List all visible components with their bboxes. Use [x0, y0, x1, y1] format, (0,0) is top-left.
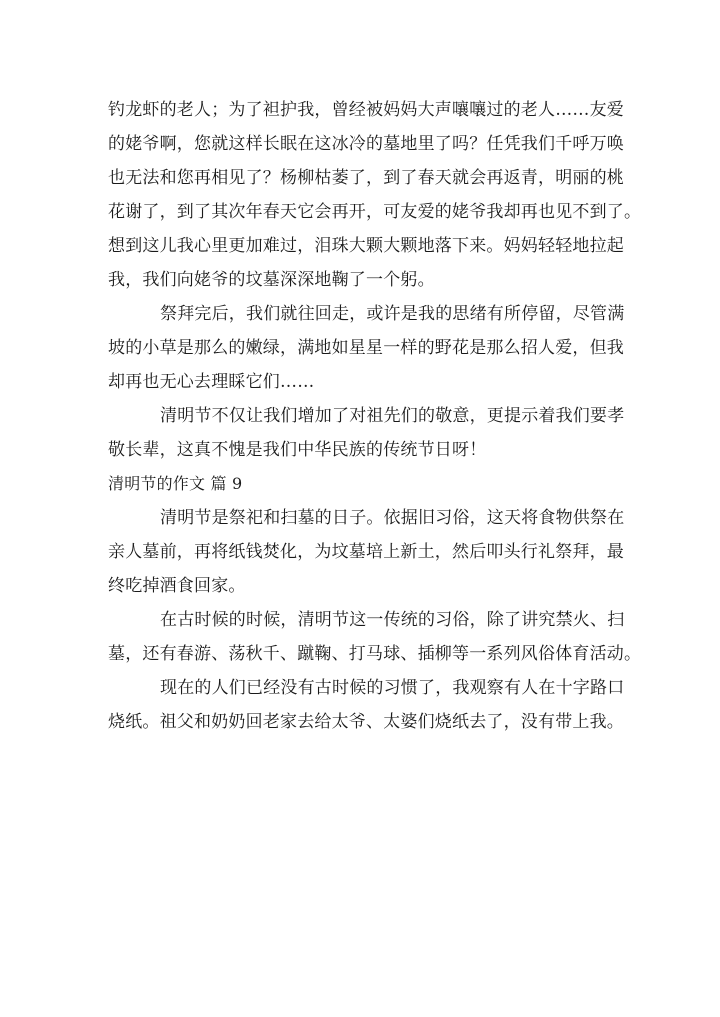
- text-line: 我，我们向姥爷的坟墓深深地鞠了一个躬。: [108, 270, 435, 290]
- essay-body: [108, 93, 642, 739]
- text-line: 祭拜完后，我们就往回走，或许是我的思绪有所停留，尽管满: [160, 304, 625, 324]
- paragraph-after-worship: [108, 297, 628, 399]
- text-line: 终吃掉酒食回家。: [108, 576, 246, 596]
- text-line: 想到这儿我心里更加难过，泪珠大颗大颗地落下来。妈妈轻轻地拉起: [108, 236, 624, 256]
- text-line: 钓龙虾的老人；为了袒护我，曾经被妈妈大声嚷嚷过的老人……友爱: [108, 100, 624, 120]
- text-line: 也无法和您再相见了？杨柳枯萎了，到了春天就会再返青，明丽的桃: [108, 168, 624, 188]
- paragraph-ancient-customs: [108, 603, 642, 671]
- text-line: 墓，还有春游、荡秋千、蹴鞠、打马球、插柳等一系列风俗体育活动。: [108, 644, 642, 664]
- text-line: 现在的人们已经没有古时候的习惯了，我观察有人在十字路口: [160, 678, 625, 698]
- text-line: 花谢了，到了其次年春天它会再开，可友爱的姥爷我却再也见不到了。: [108, 202, 642, 222]
- text-line: 清明节是祭祀和扫墓的日子。依据旧习俗，这天将食物供祭在: [160, 508, 625, 528]
- text-line: 坡的小草是那么的嫩绿，满地如星星一样的野花是那么招人爱，但我: [108, 338, 624, 358]
- essay-heading: 清明节的作文 篇 9: [108, 474, 243, 493]
- paragraph-modern: [108, 671, 628, 739]
- text-line: 清明节不仅让我们增加了对祖先们的敬意，更提示着我们要孝: [160, 406, 625, 426]
- text-line: 亲人墓前，再将纸钱焚化，为坟墓培上新土，然后叩头行礼祭拜，最: [108, 542, 624, 562]
- paragraph-continuation: [108, 93, 642, 297]
- paragraph-conclusion: [108, 399, 628, 467]
- text-line: 却再也无心去理睬它们……: [108, 372, 315, 392]
- paragraph-customs: [108, 501, 628, 603]
- text-line: 在古时候的时候，清明节这一传统的习俗，除了讲究禁火、扫: [160, 610, 625, 630]
- text-line: 烧纸。祖父和奶奶回老家去给太爷、太婆们烧纸去了，没有带上我。: [108, 712, 624, 732]
- text-line: 敬长辈，这真不愧是我们中华民族的传统节日呀！: [108, 440, 487, 460]
- text-line: 的姥爷啊，您就这样长眠在这冰冷的墓地里了吗？任凭我们千呼万唤: [108, 134, 624, 154]
